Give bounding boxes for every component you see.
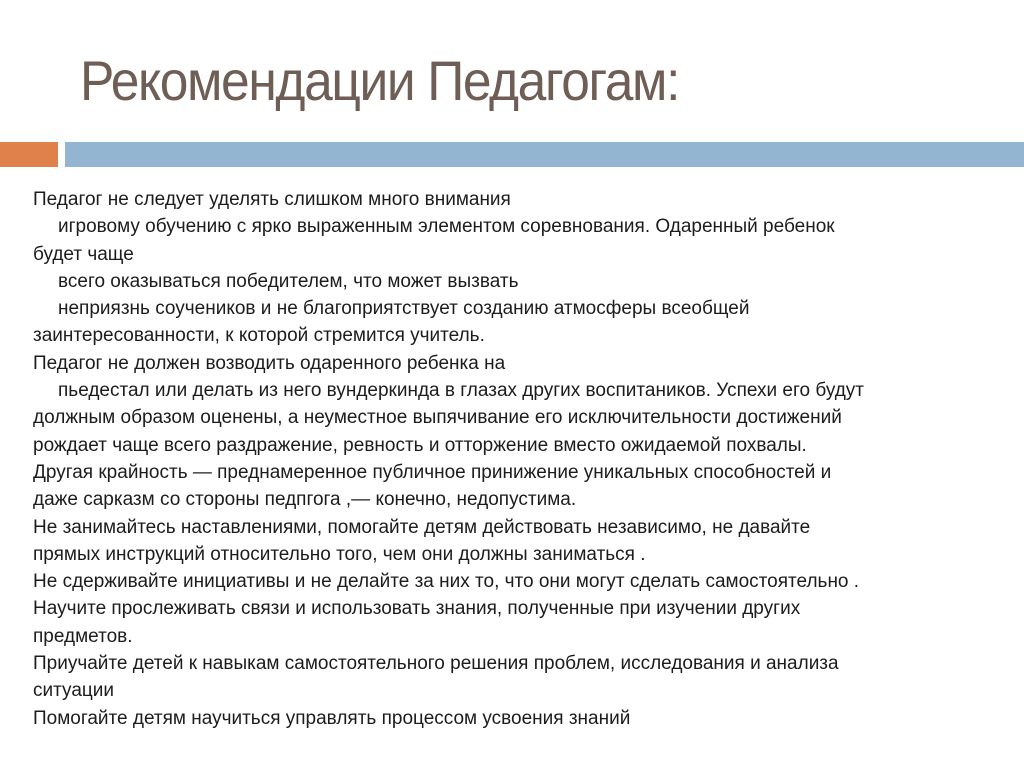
text-line: прямых инструкций относительно того, чем они должны заниматься . xyxy=(33,543,646,565)
text-line: будет чаще xyxy=(33,243,134,265)
text-line: неприязнь соучеников и не благоприятствует созданию атмосферы всеобщей xyxy=(58,298,750,320)
text-line: Педагог не следует уделять слишком много внимания xyxy=(33,189,511,210)
text-line: Приучайте детей к навыкам самостоятельного решения проблем, исследования и анализа xyxy=(33,653,839,675)
slide-body-text xyxy=(33,186,1013,732)
orange-accent-bar xyxy=(0,142,58,167)
text-line: рождает чаще всего раздражение, ревность и отторжение вместо ожидаемой похвалы. xyxy=(33,434,807,456)
blue-accent-bar xyxy=(65,142,1024,167)
slide-title: Рекомендации Педагогам: xyxy=(80,49,680,112)
text-line: ситуации xyxy=(33,680,114,702)
text-line: предметов. xyxy=(33,625,133,647)
text-line: заинтересованности, к которой стремится учитель. xyxy=(33,325,485,347)
text-line: всего оказываться победителем, что может вызвать xyxy=(58,270,519,292)
text-line: Помогайте детям научиться управлять процессом усвоения знаний xyxy=(33,707,631,729)
text-line: игровому обучению с ярко выраженным элементом соревнования. Одаренный ребенок xyxy=(58,216,835,238)
text-line: даже сарказм со стороны педпгога ,— конечно, недопустима. xyxy=(33,489,577,511)
text-line: Научите прослеживать связи и использовать знания, полученные при изучении других xyxy=(33,598,801,620)
text-line: пьедестал или делать из него вундеркинда в глазах других воспитаников. Успехи его будут xyxy=(58,380,864,402)
text-line: Не сдерживайте инициативы и не делайте за них то, что они могут сделать самостоятельно . xyxy=(33,571,860,593)
text-line: Педагог не должен возводить одаренного ребенка на xyxy=(33,352,506,374)
text-line: должным образом оценены, а неуместное выпячивание его исключительности достижений xyxy=(33,407,842,429)
text-line: Другая крайность — преднамеренное публичное принижение уникальных способностей и xyxy=(33,461,832,483)
text-line: Не занимайтесь наставлениями, помогайте детям действовать независимо, не давайте xyxy=(33,516,811,538)
